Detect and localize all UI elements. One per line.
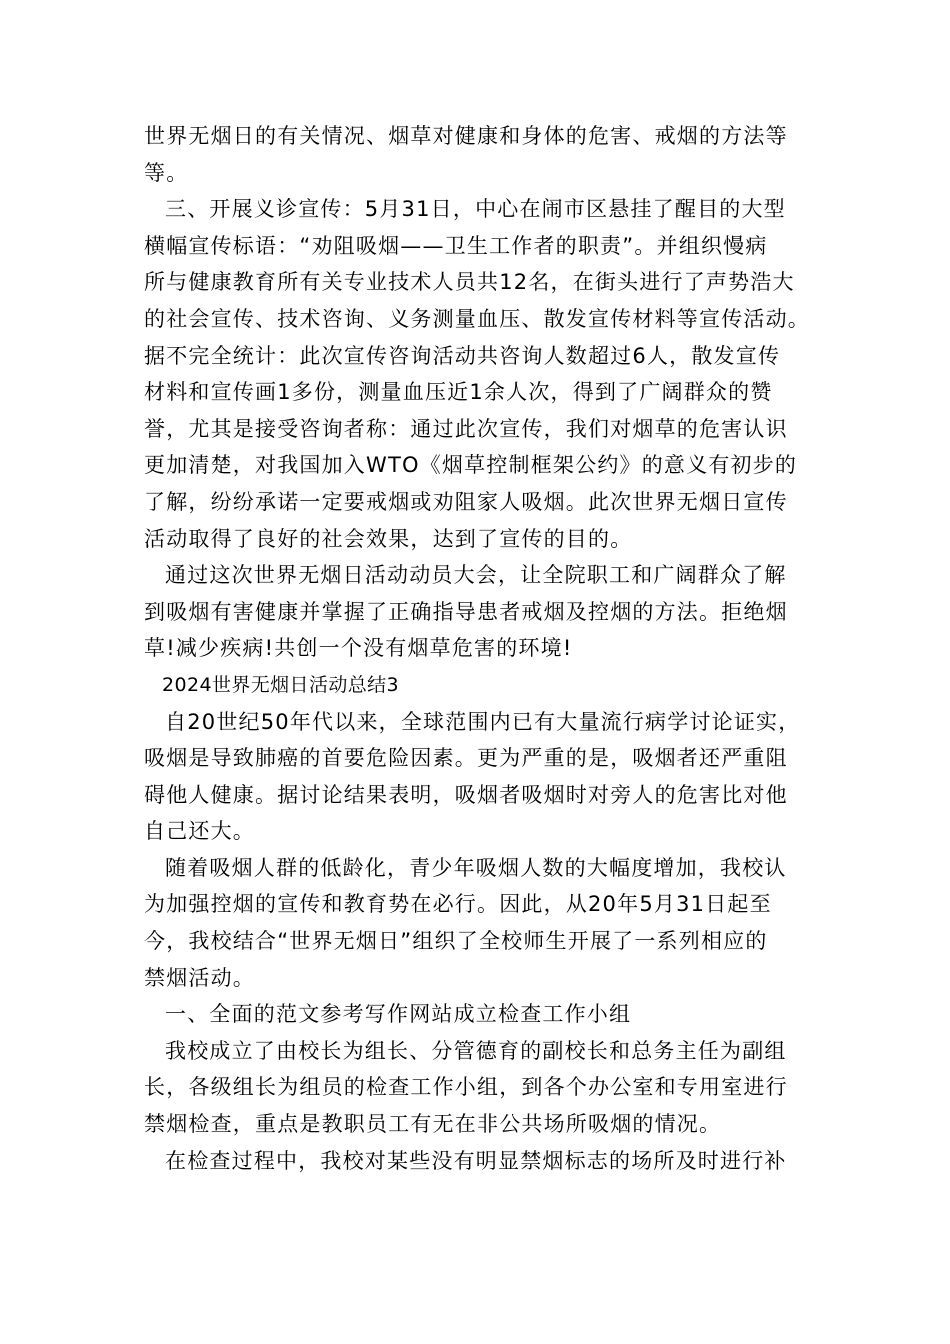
paragraph-start: 自20世纪50年代以来，全球范围内已有大量流行病学讨论证实，: [165, 709, 801, 734]
text-line: 今，我校结合“世界无烟日”组织了全校师生开展了一系列相应的: [144, 929, 768, 954]
paragraph-start: 我校成立了由校长为组长、分管德育的副校长和总务主任为副组: [165, 1038, 787, 1063]
paragraph-start: 随着吸烟人群的低龄化，青少年吸烟人数的大幅度增加，我校认: [165, 855, 787, 880]
paragraph-start: 通过这次世界无烟日活动动员大会，让全院职工和广阔群众了解: [165, 563, 787, 588]
paragraph-start: 一、全面的范文参考写作网站成立检查工作小组: [165, 1002, 632, 1027]
text-line: 活动取得了良好的社会效果，达到了宣传的目的。: [144, 526, 633, 551]
text-line: 自己还大。: [144, 819, 255, 844]
text-line: 据不完全统计：此次宣传咨询活动共咨询人数超过6人，散发宣传: [144, 343, 781, 368]
text-line: 草!减少疾病!共创一个没有烟草危害的环境!: [144, 636, 573, 661]
text-line: 更加清楚，对我国加入WTO《烟草控制框架公约》的意义有初步的: [144, 453, 798, 478]
text-line: 了解，纷纷承诺一定要戒烟或劝阻家人吸烟。此次世界无烟日宣传: [144, 489, 788, 514]
section-heading: 2024世界无烟日活动总结3: [162, 673, 400, 696]
text-line: 到吸烟有害健康并掌握了正确指导患者戒烟及控烟的方法。拒绝烟: [144, 599, 788, 624]
text-line: 誉，尤其是接受咨询者称：通过此次宣传，我们对烟草的危害认识: [144, 416, 788, 441]
text-line: 禁烟检查，重点是教职员工有无在非公共场所吸烟的情况。: [144, 1112, 722, 1137]
document-body: [144, 118, 824, 1179]
text-line: 等。: [144, 160, 189, 185]
text-line: 禁烟活动。: [144, 965, 255, 990]
text-line: 的社会宣传、技术咨询、义务测量血压、散发宣传材料等宣传活动。: [144, 306, 810, 331]
text-line: 材料和宣传画1多份，测量血压近1余人次，得到了广阔群众的赞: [144, 380, 773, 405]
text-line: 所与健康教育所有关专业技术人员共12名，在街头进行了声势浩大: [144, 270, 795, 295]
text-line: 为加强控烟的宣传和教育势在必行。因此，从20年5月31日起至: [144, 892, 772, 917]
paragraph-start: 在检查过程中，我校对某些没有明显禁烟标志的场所及时进行补: [165, 1148, 787, 1173]
text-line: 长，各级组长为组员的检查工作小组，到各个办公室和专用室进行: [144, 1075, 788, 1100]
text-line: 碍他人健康。据讨论结果表明，吸烟者吸烟时对旁人的危害比对他: [144, 782, 788, 807]
paragraph-start: 三、开展义诊宣传：5月31日，中心在闹市区悬挂了醒目的大型: [165, 197, 786, 222]
text-line: 世界无烟日的有关情况、烟草对健康和身体的危害、戒烟的方法等: [144, 124, 788, 148]
text-line: 吸烟是导致肺癌的首要危险因素。更为严重的是，吸烟者还严重阻: [144, 746, 788, 771]
text-line: 横幅宣传标语：“劝阻吸烟——卫生工作者的职责”。并组织慢病: [144, 233, 768, 258]
